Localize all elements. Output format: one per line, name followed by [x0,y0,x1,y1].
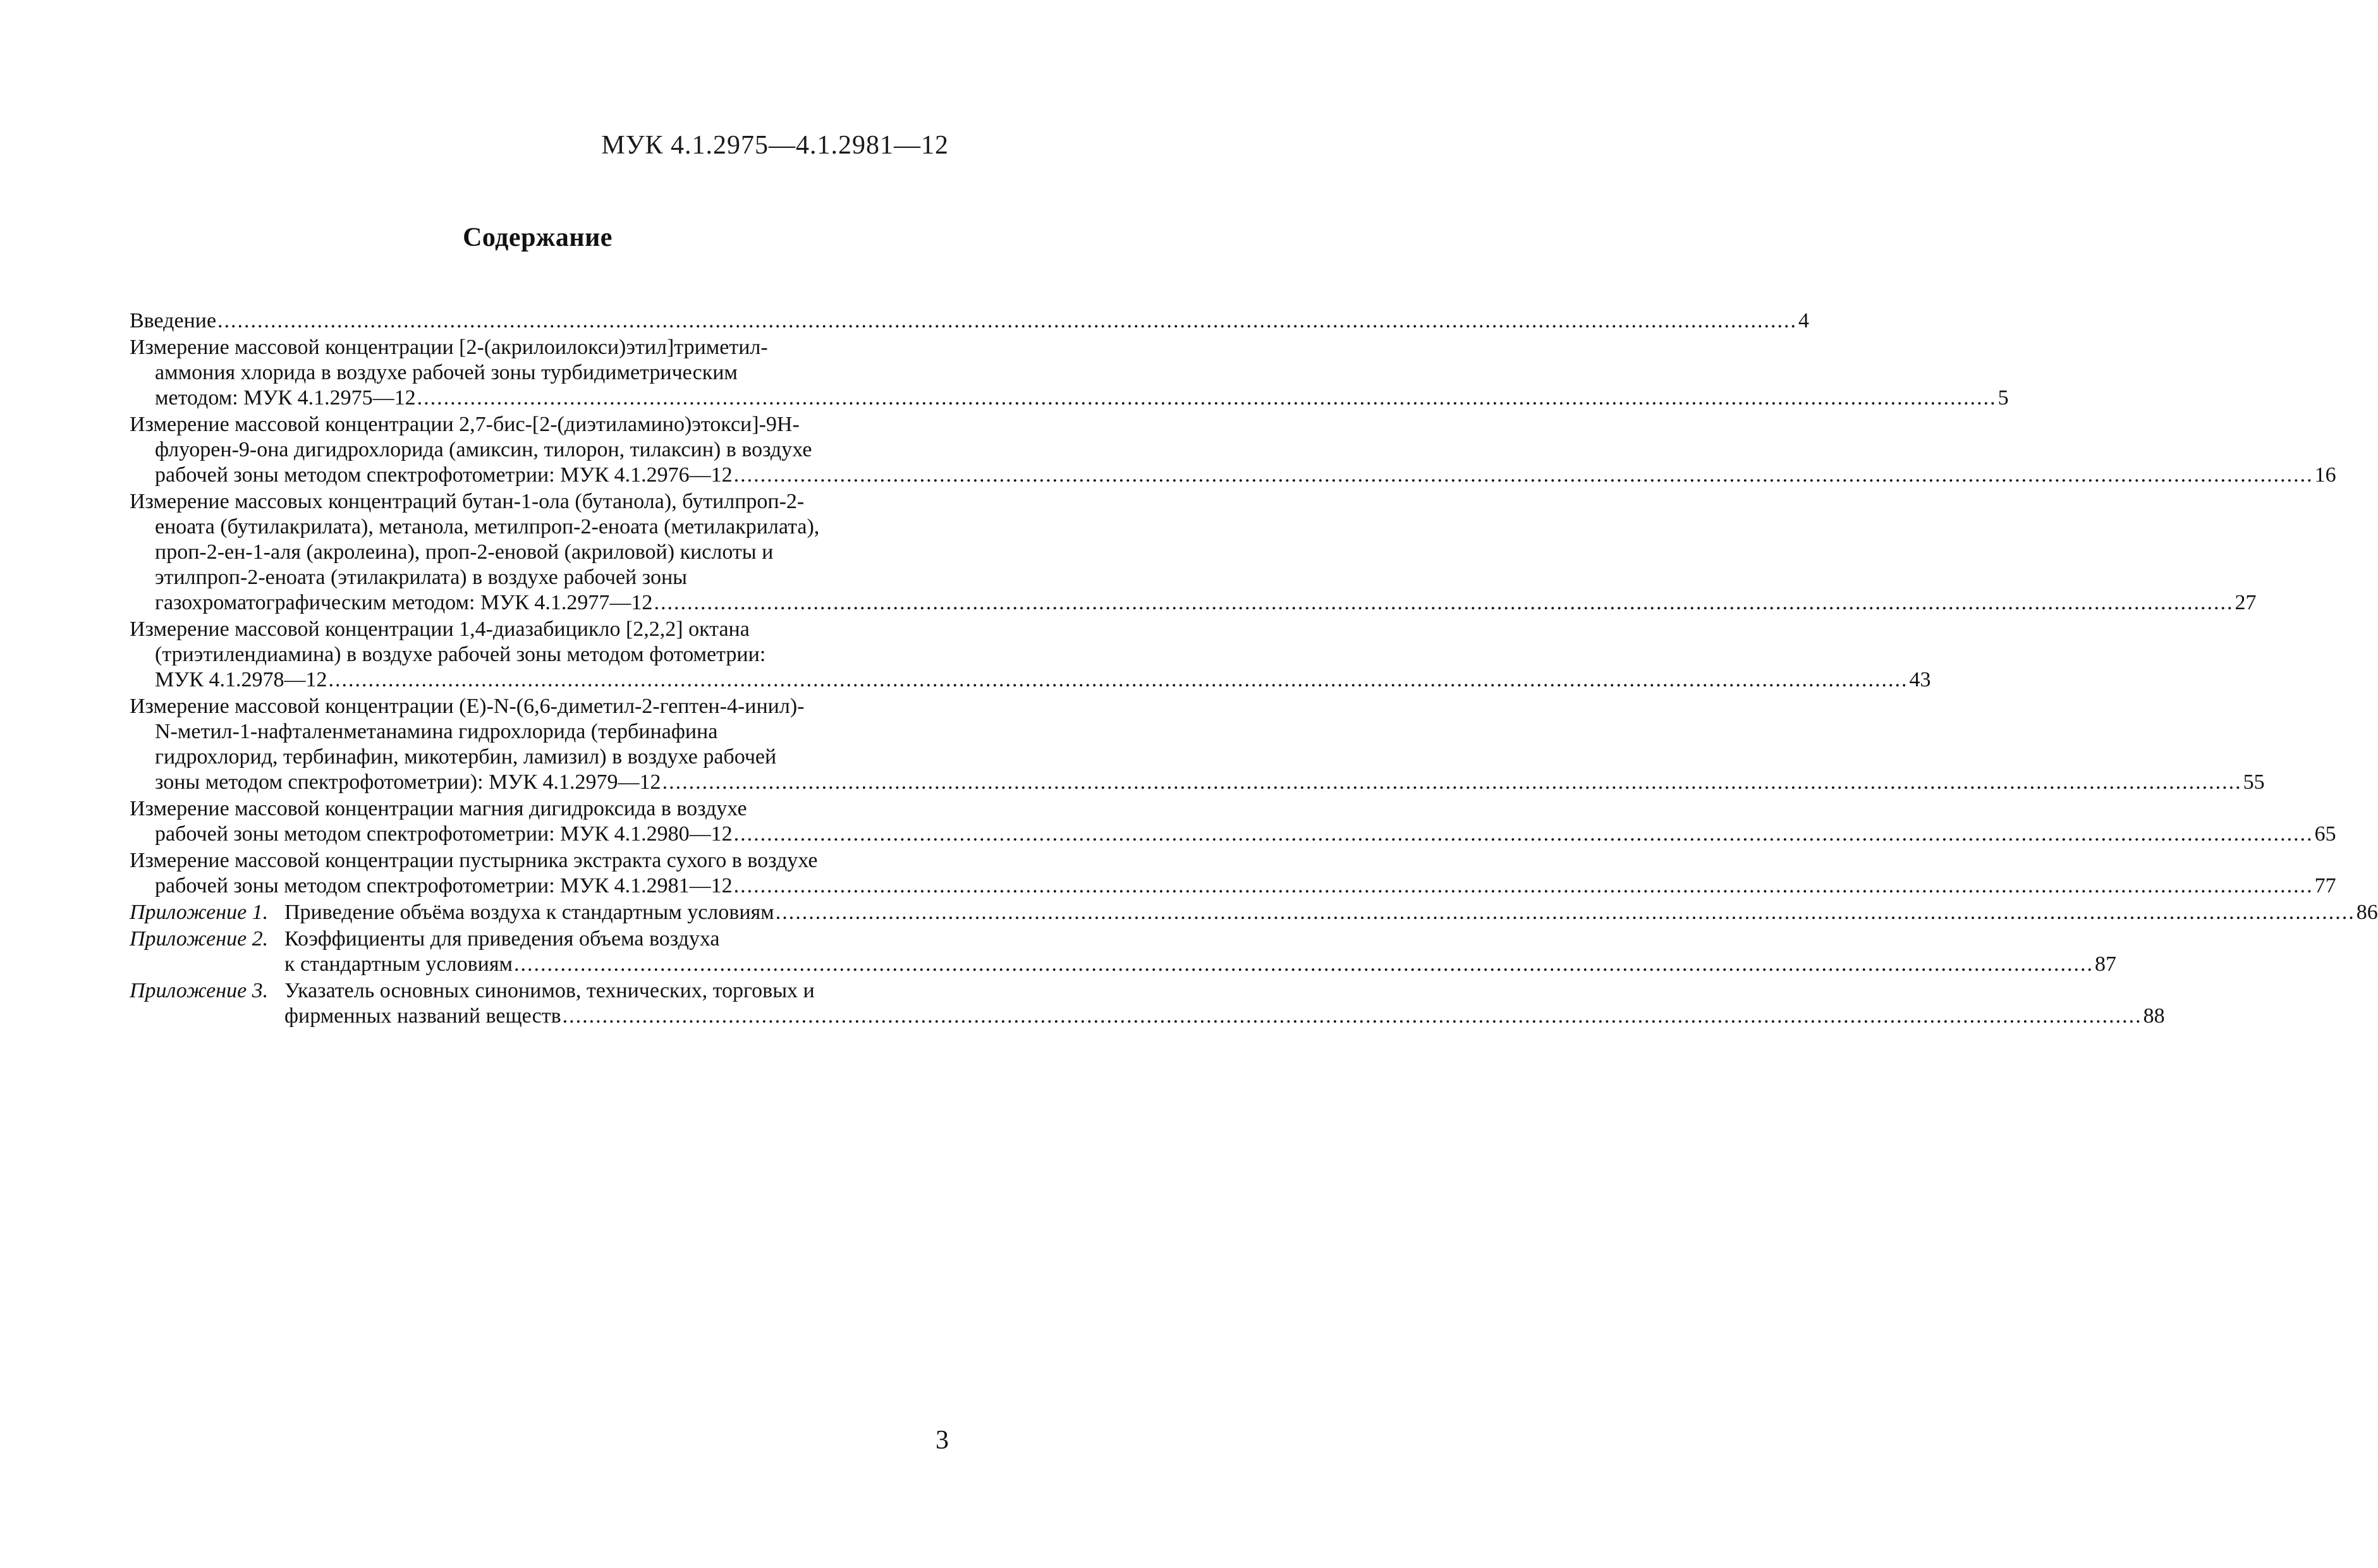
appendix-label: Приложение 1. [130,901,269,924]
toc-entry-last-line [284,952,2116,977]
document-code-header: МУК 4.1.2975—4.1.2981—12 [601,131,949,160]
toc-entry[interactable] [130,489,2257,616]
page-title: Содержание [463,223,613,252]
toc-entry-text: МУК 4.1.2978—12 [155,668,327,691]
toc-page-number: 55 [2243,770,2265,794]
toc-entry-text: методом: МУК 4.1.2975—12 [155,386,416,410]
toc-entry-text: Введение [130,309,217,332]
toc-entry-line: еноата (бутилакрилата), метанола, метилпроп-2-еноата (метилакрилата), [155,515,820,538]
toc-entry[interactable] [130,796,2336,847]
toc-entry-text: фирменных названий веществ [284,1004,561,1028]
toc-entry-text: Приведение объёма воздуха к стандартным условиям [284,901,774,924]
toc-entry-text: рабочей зоны методом спектрофотометрии: МУК 4.1.2980—12 [155,822,733,846]
toc-entry-line: флуорен-9-она дигидрохлорида (амиксин, тилорон, тилаксин) в воздухе [155,438,812,461]
toc-entry-text: рабочей зоны методом спектрофотометрии: МУК 4.1.2976—12 [155,463,733,487]
dot-leader [662,770,2242,795]
appendix-body [284,978,2165,1029]
toc-entry-text: газохроматографическим методом: МУК 4.1.2977—12 [155,591,653,614]
dot-leader [514,952,2094,977]
toc-entry-text: рабочей зоны методом спектрофотометрии: МУК 4.1.2981—12 [155,874,733,897]
toc-page-number: 87 [2094,952,2116,976]
toc-entry[interactable] [130,335,2009,411]
toc-entry-last-line [284,1004,2165,1029]
toc-page-number: 16 [2314,463,2336,487]
toc-page-number: 86 [2356,901,2378,924]
toc-entry-line: Измерение массовой концентрации магния дигидроксида в воздухе [130,797,747,820]
appendix-entry[interactable] [130,927,2116,977]
toc-entry-line: Измерение массовой концентрации [2-(акрилоилокси)этил]триметил- [130,336,768,359]
toc-entry-line: Измерение массовой концентрации (Е)-N-(6,6-диметил-2-гептен-4-инил)- [130,695,805,718]
toc-entry-last-line [130,463,2336,488]
table-of-contents [130,308,2378,1030]
toc-page-number: 27 [2235,591,2257,614]
toc-entry-line: Измерение массовых концентраций бутан-1-ола (бутанола), бутилпроп-2- [130,490,805,513]
appendix-label: Приложение 2. [130,927,269,951]
toc-entry-text: зоны методом спектрофотометрии): МУК 4.1.2979—12 [155,770,661,794]
toc-page-number: 43 [1909,668,1931,691]
dot-leader [217,308,1797,334]
toc-entry-last-line [130,667,1931,693]
toc-entry-line: гидрохлорид, тербинафин, микотербин, ламизил) в воздухе рабочей [155,745,777,769]
appendix-label: Приложение 3. [130,979,269,1002]
toc-page-number: 65 [2314,822,2336,846]
toc-entry-line: N-метил-1-нафталенметанамина гидрохлорида (тербинафина [155,720,718,743]
toc-entry-last-line [130,386,2009,411]
toc-entry-last-line [130,590,2257,616]
toc-entry-line: этилпроп-2-еноата (этилакрилата) в воздухе рабочей зоны [155,566,688,589]
page-number: 3 [936,1426,949,1455]
dot-leader [417,386,1997,411]
dot-leader [328,667,1908,693]
toc-entry[interactable] [130,694,2265,795]
dot-leader [776,900,2355,925]
toc-entry-last-line [130,822,2336,847]
toc-entry-line: проп-2-ен-1-аля (акролеина), проп-2-еновой (акриловой) кислоты и [155,540,774,564]
toc-entry-last-line [284,900,2378,925]
toc-entry[interactable] [130,308,1810,334]
dot-leader [734,873,2314,899]
appendix-line: Указатель основных синонимов, технических, торговых и [284,979,815,1002]
toc-page-number: 88 [2143,1004,2165,1028]
toc-page-number: 4 [1798,309,1810,332]
toc-page-number: 5 [1997,386,2009,410]
toc-entry-line: (триэтилендиамина) в воздухе рабочей зоны методом фотометрии: [155,643,766,666]
toc-entry-line: Измерение массовой концентрации 1,4-диазабицикло [2,2,2] октана [130,617,750,641]
dot-leader [654,590,2233,616]
toc-entry-line: Измерение массовой концентрации пустырника экстракта сухого в воздухе [130,849,818,872]
toc-entry-last-line [130,770,2265,795]
dot-leader [734,822,2314,847]
toc-page-number: 77 [2314,874,2336,897]
toc-entry-last-line [130,873,2336,899]
toc-entry[interactable] [130,617,1931,693]
toc-entry[interactable] [130,412,2336,488]
dot-leader [563,1004,2142,1029]
toc-entry[interactable] [130,848,2336,899]
dot-leader [734,463,2314,488]
toc-entry-line: Измерение массовой концентрации 2,7-бис-[2-(диэтиламино)этокси]-9Н- [130,413,800,436]
appendix-entry[interactable] [130,978,2165,1029]
appendix-entry[interactable] [130,900,2378,925]
toc-entry-text: к стандартным условиям [284,952,513,976]
toc-entry-line: аммония хлорида в воздухе рабочей зоны турбидиметрическим [155,361,738,384]
appendix-body [284,900,2378,925]
appendix-body [284,927,2116,977]
appendix-line: Коэффициенты для приведения объема воздуха [284,927,720,951]
toc-entry-last-line [130,308,1810,334]
